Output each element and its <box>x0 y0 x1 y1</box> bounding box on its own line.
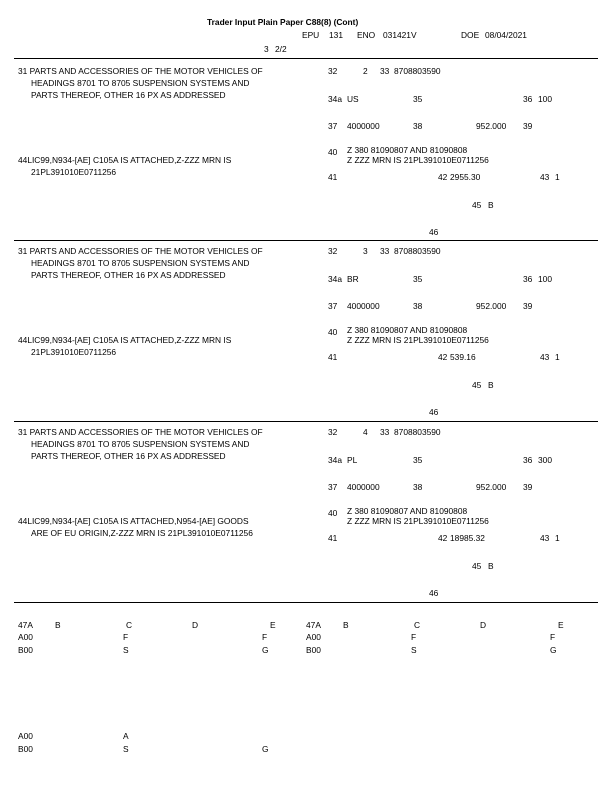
description-line-1: 31 PARTS AND ACCESSORIES OF THE MOTOR VEHICLES OF <box>18 427 263 437</box>
page-number: 3 <box>264 44 269 54</box>
box44-line-2: 21PL391010E0711256 <box>31 347 117 357</box>
description-line-3: PARTS THEREOF, OTHER 16 PX AS ADDRESSED <box>31 451 226 461</box>
box40-label: 40 <box>328 508 338 518</box>
box32-label: 32 <box>328 246 338 256</box>
previous-document-line-1: Z 380 81090807 AND 81090808 <box>347 506 468 516</box>
box47-row-c: S <box>411 645 417 655</box>
item-block-1 <box>0 0 612 237</box>
origin-country: BR <box>347 274 359 284</box>
box47-header-d: D <box>192 620 199 630</box>
box47-row-type: A00 <box>18 632 33 642</box>
box37-label: 37 <box>328 482 338 492</box>
eno-label: ENO <box>357 30 376 40</box>
description-line-2: HEADINGS 8701 TO 8705 SUSPENSION SYSTEMS AND <box>31 78 250 88</box>
item-price: 539.16 <box>450 352 476 362</box>
box33-label: 33 <box>380 246 390 256</box>
box39-label: 39 <box>523 482 533 492</box>
description-line-1: 31 PARTS AND ACCESSORIES OF THE MOTOR VEHICLES OF <box>18 66 263 76</box>
box47-row-e: F <box>262 632 268 642</box>
box47-row-c: S <box>123 645 129 655</box>
box41-label: 41 <box>328 172 338 182</box>
box35-label: 35 <box>413 94 423 104</box>
description-line-1: 31 PARTS AND ACCESSORIES OF THE MOTOR VEHICLES OF <box>18 246 263 256</box>
box32-label: 32 <box>328 66 338 76</box>
item-block-3 <box>0 361 612 598</box>
box36-value: 100 <box>538 274 552 284</box>
box47-header-e: E <box>558 620 564 630</box>
item-number: 3 <box>363 246 368 256</box>
box38-label: 38 <box>413 482 423 492</box>
epu-value: 131 <box>329 30 343 40</box>
box45-value: B <box>488 200 494 210</box>
description-line-2: HEADINGS 8701 TO 8705 SUSPENSION SYSTEMS AND <box>31 258 250 268</box>
item-separator-3 <box>14 602 598 603</box>
page-of: 2/2 <box>275 44 287 54</box>
box47-header-47a: 47A <box>306 620 321 630</box>
box34a-label: 34a <box>328 94 342 104</box>
origin-country: US <box>347 94 359 104</box>
box36-label: 36 <box>523 455 533 465</box>
box44-line-2: ARE OF EU ORIGIN,Z-ZZZ MRN IS 21PL391010E0711256 <box>31 528 253 538</box>
box36-label: 36 <box>523 274 533 284</box>
description-line-3: PARTS THEREOF, OTHER 16 PX AS ADDRESSED <box>31 90 226 100</box>
doe-value: 08/04/2021 <box>485 30 527 40</box>
box45-value: B <box>488 380 494 390</box>
net-mass: 952.000 <box>476 301 507 311</box>
box46-label: 46 <box>429 588 439 598</box>
box32-label: 32 <box>328 427 338 437</box>
box35-label: 35 <box>413 455 423 465</box>
box47-row-type: A00 <box>18 731 33 741</box>
box41-label: 41 <box>328 352 338 362</box>
box36-value: 300 <box>538 455 552 465</box>
box39-label: 39 <box>523 301 533 311</box>
commodity-code: 8708803590 <box>394 427 441 437</box>
epu-label: EPU <box>302 30 320 40</box>
net-mass: 952.000 <box>476 121 507 131</box>
box41-label: 41 <box>328 533 338 543</box>
box38-label: 38 <box>413 301 423 311</box>
box47-header-d: D <box>480 620 487 630</box>
item-price: 2955.30 <box>450 172 481 182</box>
box33-label: 33 <box>380 66 390 76</box>
box47-row-type: A00 <box>306 632 321 642</box>
box43-value: 1 <box>555 172 560 182</box>
box35-label: 35 <box>413 274 423 284</box>
item-number: 4 <box>363 427 368 437</box>
box47-header-47a: 47A <box>18 620 33 630</box>
box47-header-c: C <box>414 620 421 630</box>
box33-label: 33 <box>380 427 390 437</box>
box47-row-e: G <box>262 645 269 655</box>
box47-header-b: B <box>343 620 349 630</box>
box47-row-e: G <box>550 645 557 655</box>
box37-label: 37 <box>328 121 338 131</box>
previous-document-line-2: Z ZZZ MRN IS 21PL391010E0711256 <box>347 516 489 526</box>
box44-line-2: 21PL391010E0711256 <box>31 167 117 177</box>
box43-value: 1 <box>555 352 560 362</box>
box43-label: 43 <box>540 533 550 543</box>
box40-label: 40 <box>328 147 338 157</box>
box47-header-b: B <box>55 620 61 630</box>
previous-document-line-1: Z 380 81090807 AND 81090808 <box>347 325 468 335</box>
box45-label: 45 <box>472 200 482 210</box>
box46-label: 46 <box>429 227 439 237</box>
box39-label: 39 <box>523 121 533 131</box>
box34a-label: 34a <box>328 274 342 284</box>
previous-document-line-1: Z 380 81090807 AND 81090808 <box>347 145 468 155</box>
box43-value: 1 <box>555 533 560 543</box>
box47-row-type: B00 <box>306 645 321 655</box>
description-line-2: HEADINGS 8701 TO 8705 SUSPENSION SYSTEMS AND <box>31 439 250 449</box>
box47-row-c: A <box>123 731 129 741</box>
box42-label: 42 <box>438 352 448 362</box>
item-block-2 <box>0 180 612 417</box>
box44-line-1: 44LIC99,N934-[AE] C105A IS ATTACHED,Z-ZZZ MRN IS <box>18 335 232 345</box>
commodity-code: 8708803590 <box>394 66 441 76</box>
doe-label: DOE <box>461 30 480 40</box>
box47-row-type: B00 <box>18 645 33 655</box>
box40-label: 40 <box>328 327 338 337</box>
origin-country: PL <box>347 455 358 465</box>
box46-label: 46 <box>429 407 439 417</box>
box47-row-type: B00 <box>18 744 33 754</box>
procedure-code: 4000000 <box>347 301 380 311</box>
previous-document-line-2: Z ZZZ MRN IS 21PL391010E0711256 <box>347 335 489 345</box>
box43-label: 43 <box>540 172 550 182</box>
box37-label: 37 <box>328 301 338 311</box>
form-title: Trader Input Plain Paper C88(8) (Cont) <box>207 17 359 27</box>
box47-header-e: E <box>270 620 276 630</box>
net-mass: 952.000 <box>476 482 507 492</box>
item-price: 18985.32 <box>450 533 485 543</box>
box47-row-c: F <box>411 632 417 642</box>
box34a-label: 34a <box>328 455 342 465</box>
box36-value: 100 <box>538 94 552 104</box>
box38-label: 38 <box>413 121 423 131</box>
box45-label: 45 <box>472 380 482 390</box>
box47-header-c: C <box>126 620 133 630</box>
box45-label: 45 <box>472 561 482 571</box>
eno-value: 031421V <box>383 30 417 40</box>
box45-value: B <box>488 561 494 571</box>
item-number: 2 <box>363 66 368 76</box>
description-line-3: PARTS THEREOF, OTHER 16 PX AS ADDRESSED <box>31 270 226 280</box>
box36-label: 36 <box>523 94 533 104</box>
box47-row-e: G <box>262 744 269 754</box>
box47-row-c: S <box>123 744 129 754</box>
procedure-code: 4000000 <box>347 482 380 492</box>
previous-document-line-2: Z ZZZ MRN IS 21PL391010E0711256 <box>347 155 489 165</box>
procedure-code: 4000000 <box>347 121 380 131</box>
box43-label: 43 <box>540 352 550 362</box>
box44-line-1: 44LIC99,N934-[AE] C105A IS ATTACHED,N954-[AE] GOODS <box>18 516 249 526</box>
box47-row-e: F <box>550 632 556 642</box>
box47-row-c: F <box>123 632 129 642</box>
box42-label: 42 <box>438 533 448 543</box>
commodity-code: 8708803590 <box>394 246 441 256</box>
box44-line-1: 44LIC99,N934-[AE] C105A IS ATTACHED,Z-ZZZ MRN IS <box>18 155 232 165</box>
box42-label: 42 <box>438 172 448 182</box>
